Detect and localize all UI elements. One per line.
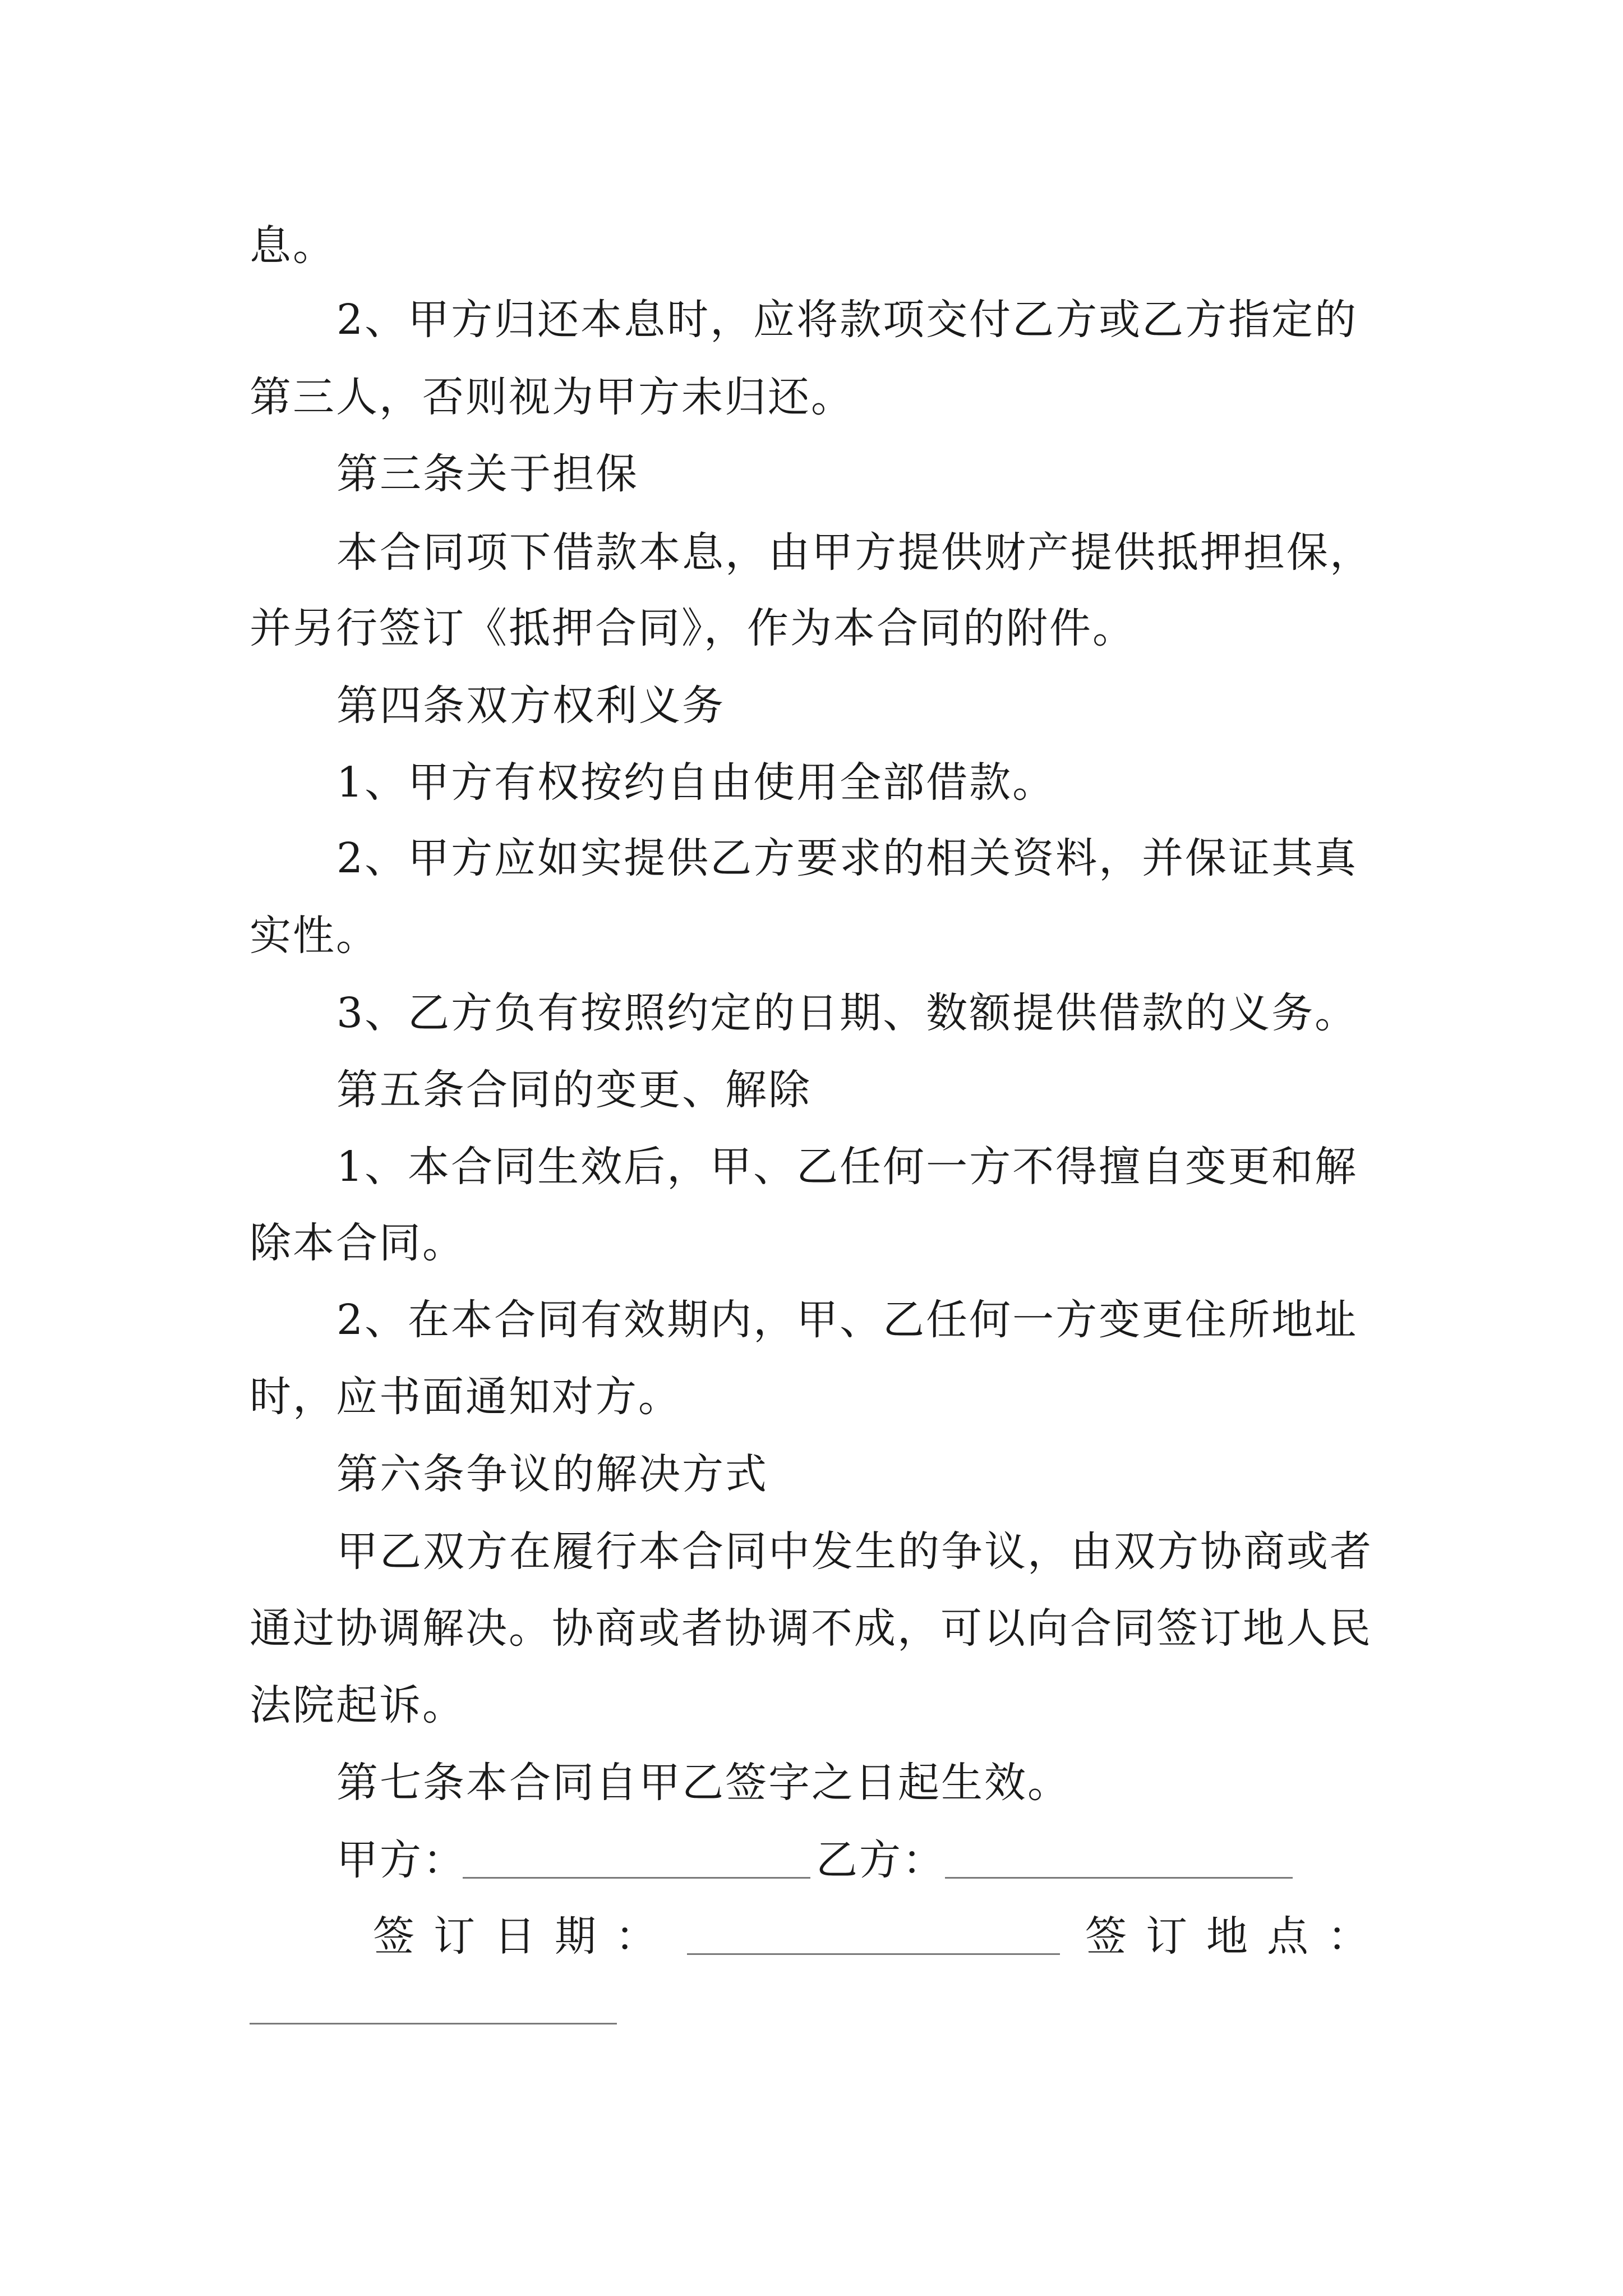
text-line: 息。 [250, 222, 336, 270]
text-line: 通过协调解决。协商或者协调不成，可以向合同签订地人民 [250, 1604, 1372, 1653]
text-line: 2、在本合同有效期内，甲、乙任何一方变更住所地址 [336, 1296, 1358, 1344]
text-line: 3、乙方负有按照约定的日期、数额提供借款的义务。 [336, 989, 1358, 1037]
sign-date-label: 签订日期： [373, 1912, 676, 1961]
section-heading: 第三条关于担保 [336, 450, 639, 498]
text-line: 2、甲方应如实提供乙方要求的相关资料，并保证其真 [336, 834, 1358, 882]
section-heading: 第五条合同的变更、解除 [336, 1066, 811, 1114]
party-a-label: 甲方： [336, 1836, 466, 1884]
text-line: 实性。 [250, 912, 379, 960]
text-line: 并另行签订《抵押合同》，作为本合同的附件。 [250, 604, 1136, 652]
section-heading: 第七条本合同自甲乙签字之日起生效。 [336, 1759, 1071, 1807]
section-heading: 第四条双方权利义务 [336, 682, 725, 730]
text-line: 第三人，否则视为甲方未归还。 [250, 373, 854, 421]
sign-place-blank [250, 2023, 617, 2024]
text-line: 本合同项下借款本息，由甲方提供财产提供抵押担保， [336, 528, 1373, 577]
text-line: 1、本合同生效后，甲、乙任何一方不得擅自变更和解 [336, 1143, 1358, 1191]
section-heading: 第六条争议的解决方式 [336, 1450, 768, 1498]
sign-date-blank [687, 1953, 1060, 1955]
text-line: 2、甲方归还本息时，应将款项交付乙方或乙方指定的 [336, 296, 1358, 344]
party-a-blank [463, 1877, 810, 1879]
text-line: 除本合同。 [250, 1219, 465, 1267]
text-line: 法院起诉。 [250, 1681, 465, 1729]
text-line: 甲乙双方在履行本合同中发生的争议，由双方协商或者 [336, 1527, 1373, 1576]
sign-place-label: 签订地点： [1085, 1912, 1388, 1961]
party-b-blank [945, 1877, 1293, 1879]
text-line: 1、甲方有权按约自由使用全部借款。 [336, 758, 1056, 807]
text-line: 时，应书面通知对方。 [250, 1373, 681, 1421]
party-b-label: 乙方： [816, 1836, 946, 1884]
